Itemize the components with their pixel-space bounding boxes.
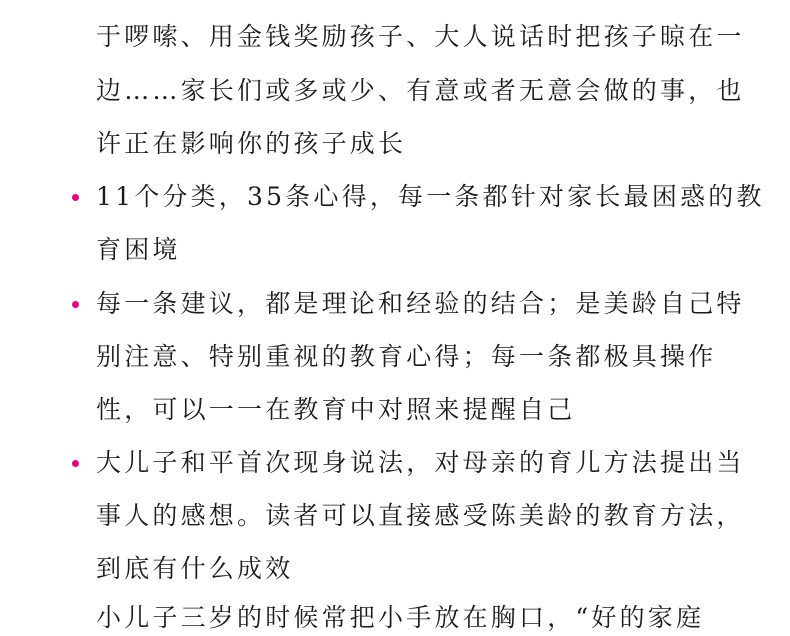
cut-off-line: 小儿子三岁的时候常把小手放在胸口，“好的家庭 — [96, 603, 705, 632]
intro-line: 许正在影响你的孩子成长 — [96, 129, 407, 158]
intro-line: 于啰嗦、用金钱奖励孩子、大人说话时把孩子晾在一 — [96, 22, 745, 51]
bullet-line: 大儿子和平首次现身说法，对母亲的育儿方法提出当 — [96, 448, 745, 477]
bullet-line: 性，可以一一在教育中对照来提醒自己 — [96, 395, 576, 424]
intro-line: 边……家长们或多或少、有意或者无意会做的事，也 — [96, 76, 745, 105]
bullet-line: 别注意、特别重视的教育心得；每一条都极具操作 — [96, 342, 717, 371]
bullet-line: 育困境 — [96, 235, 181, 264]
bullet-line: 11个分类，35条心得，每一条都针对家长最困惑的教 — [96, 182, 765, 211]
bullet-line: 事人的感想。读者可以直接感受陈美龄的教育方法， — [96, 501, 745, 530]
bullet-dot — [72, 301, 79, 308]
bullet-line: 到底有什么成效 — [96, 554, 294, 583]
bullet-line: 每一条建议，都是理论和经验的结合；是美龄自己特 — [96, 289, 745, 318]
bullet-dot — [72, 460, 79, 467]
bullet-dot — [72, 194, 79, 201]
